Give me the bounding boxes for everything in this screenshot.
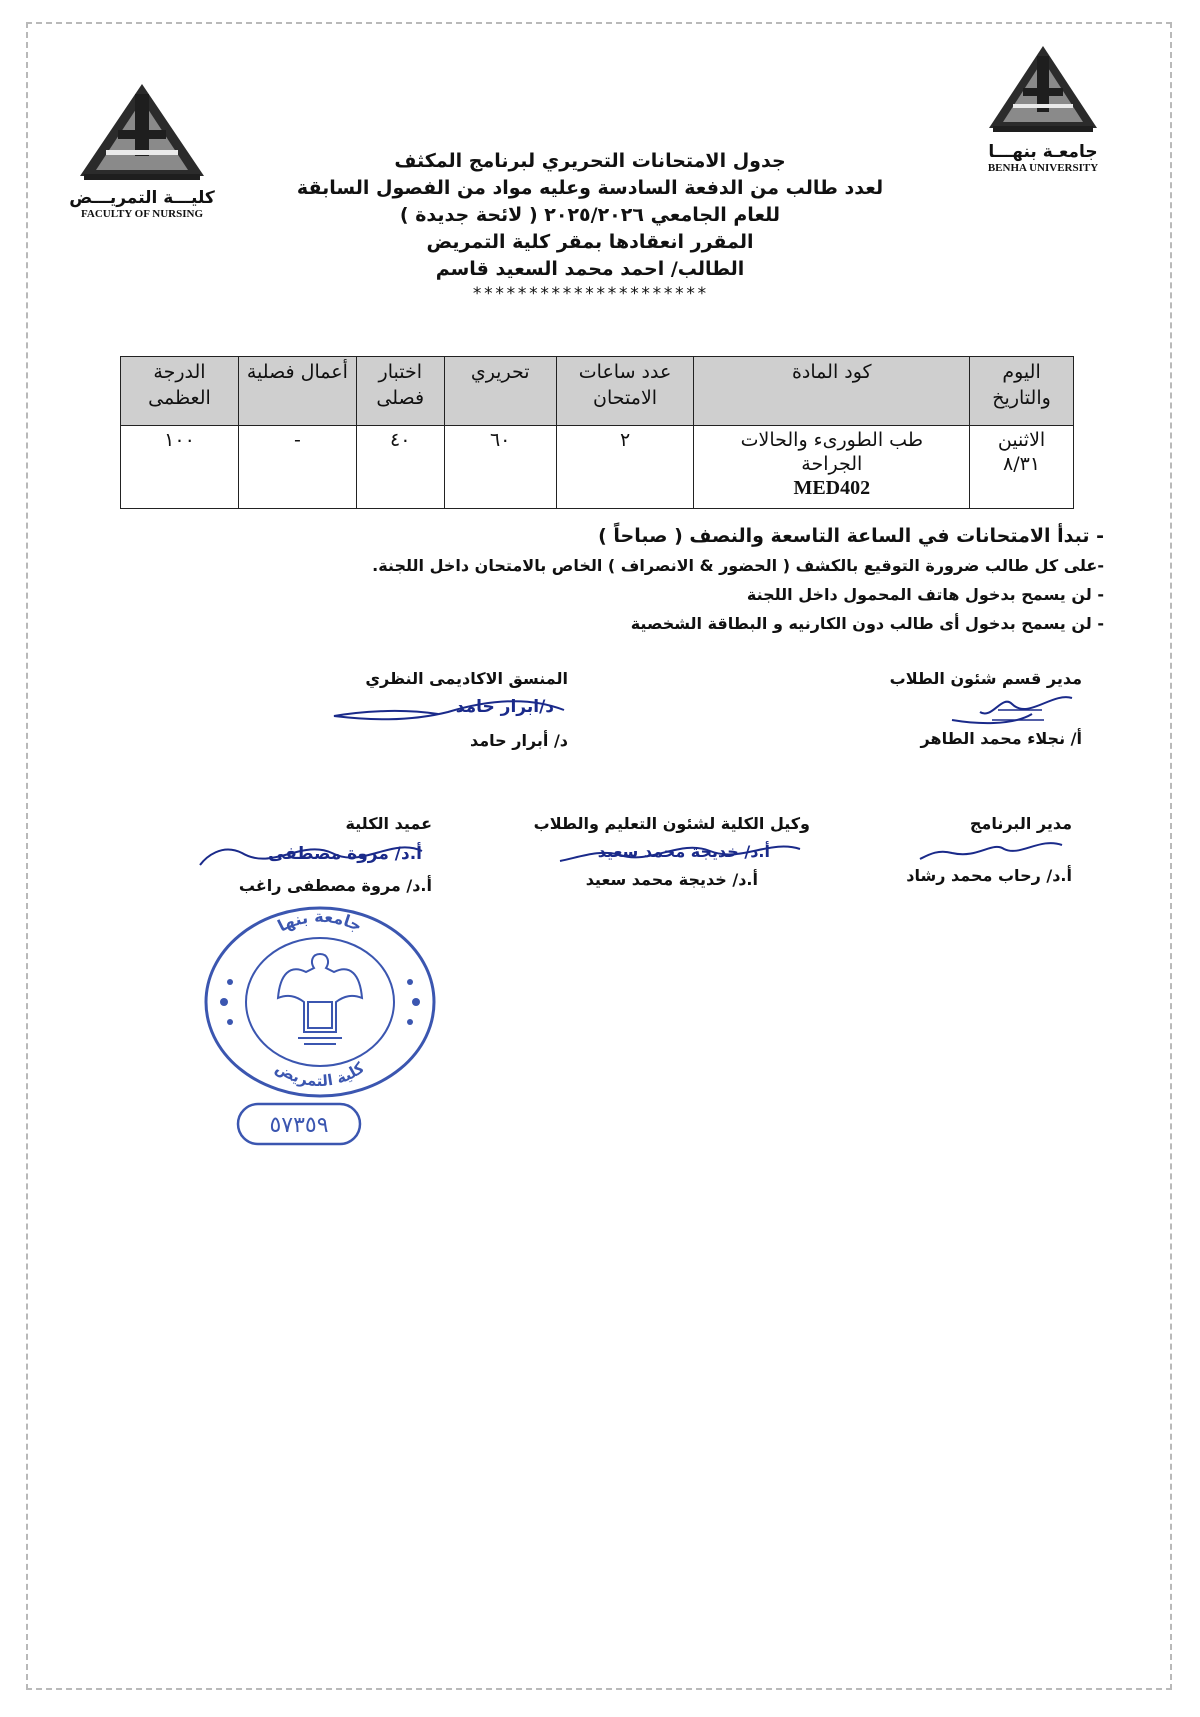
header-coursework: أعمال فصلية — [238, 357, 356, 426]
handwritten-signature — [550, 835, 810, 869]
faculty-building-icon — [72, 80, 212, 184]
note-attendance: -على كل طالب ضرورة التوقيع بالكشف ( الحضور & الانصراف ) الخاص بالامتحان داخل اللجنة. — [372, 556, 1104, 575]
table-header-row — [121, 357, 1074, 426]
signer-name: أ.د/ خديجة محمد سعيد — [585, 870, 758, 889]
cell-course — [694, 426, 970, 509]
faculty-name-arabic: كليـــة التمريـــض — [69, 188, 215, 208]
exam-day: الاثنين — [997, 429, 1046, 451]
signer-name: د/ أبرار حامد — [469, 731, 568, 750]
handwritten-signature — [912, 835, 1072, 865]
header-separator: ********************* — [472, 284, 708, 304]
cell-written: ٦٠ — [444, 426, 556, 509]
signature-vice-dean — [534, 813, 810, 891]
document-header — [240, 148, 940, 305]
cell-exam-hours: ٢ — [556, 426, 694, 509]
header-written: تحريري — [444, 357, 556, 426]
signer-title: المنسق الاكاديمى النظري — [365, 669, 568, 688]
cell-quiz: ٤٠ — [356, 426, 444, 509]
official-seal — [200, 902, 440, 1102]
coordinator-handwriting: د/ابرار حامد — [455, 697, 554, 717]
header-course-code: كود المادة — [694, 357, 970, 426]
header-title: جدول الامتحانات التحريري لبرنامج المكثف — [394, 150, 786, 172]
signer-title: وكيل الكلية لشئون التعليم والطلاب — [533, 814, 810, 833]
signer-title: عميد الكلية — [345, 814, 432, 833]
signature-coordinator — [328, 668, 568, 752]
signer-title: مدير البرنامج — [969, 814, 1072, 833]
cell-coursework: - — [238, 426, 356, 509]
number-stamp — [236, 1102, 362, 1146]
dean-handwriting: أ.د/ مروة مصطفى — [267, 844, 422, 864]
signer-name: أ.د/ رحاب محمد رشاد — [906, 866, 1072, 885]
signature-student-affairs — [890, 668, 1082, 750]
course-code: MED402 — [793, 477, 871, 499]
signer-name: أ.د/ مروة مصطفى راغب — [238, 876, 432, 895]
stamp-number: ٥٧٣٥٩ — [269, 1113, 329, 1138]
header-exam-hours: عدد ساعات الامتحان — [556, 357, 694, 426]
note-start-time: - تبدأ الامتحانات في الساعة التاسعة والنصف ( صباحاً ) — [598, 525, 1104, 547]
note-id-required: - لن يسمح بدخول أى طالب دون الكارنيه و البطاقة الشخصية — [630, 614, 1104, 633]
handwritten-signature — [328, 690, 568, 730]
cell-day-date — [970, 426, 1074, 509]
cell-max-grade: ١٠٠ — [121, 426, 239, 509]
header-day-date: اليوم والتاريخ — [970, 357, 1074, 426]
signature-dean — [192, 813, 432, 897]
seal-bottom-text: كلية التمريض — [272, 1058, 368, 1091]
svg-text:كلية التمريض — [272, 1059, 368, 1091]
note-no-phone: - لن يسمح بدخول هاتف المحمول داخل اللجنة — [746, 585, 1104, 604]
seal-top-text: جامعة بنها — [274, 906, 366, 936]
course-name-line1: طب الطورىء والحالات — [740, 429, 923, 451]
eagle-emblem-icon — [278, 954, 362, 1044]
exam-date: ٨/٣١ — [1003, 453, 1041, 475]
handwritten-signature — [192, 835, 432, 875]
university-name-arabic: جامعـة بنهـــا — [988, 142, 1098, 162]
header-quiz: اختبار فصلى — [356, 357, 444, 426]
header-max-grade: الدرجة العظمى — [121, 357, 239, 426]
signature-program-director — [906, 813, 1072, 887]
university-building-icon — [983, 42, 1103, 138]
benha-university-logo — [968, 42, 1118, 175]
header-location: المقرر انعقادها بمقر كلية التمريض — [426, 231, 754, 253]
university-name-english: BENHA UNIVERSITY — [987, 162, 1099, 174]
faculty-of-nursing-logo — [62, 80, 222, 221]
header-student-name: الطالب/ احمد محمد السعيد قاسم — [435, 258, 745, 280]
course-name-line2: الجراحة — [801, 453, 863, 475]
header-academic-year: للعام الجامعي ٢٠٢٥/٢٠٢٦ ( لائحة جديدة ) — [399, 204, 781, 226]
handwritten-signature — [932, 690, 1082, 728]
table-row — [121, 426, 1074, 509]
vice-dean-handwriting: أ.د/ خديجة محمد سعيد — [597, 842, 770, 861]
header-subtitle: لعدد طالب من الدفعة السادسة وعليه مواد من الفصول السابقة — [296, 177, 884, 199]
signer-title: مدير قسم شئون الطلاب — [889, 669, 1082, 688]
exam-instructions — [124, 522, 1104, 638]
signer-name: أ/ نجلاء محمد الطاهر — [920, 729, 1082, 748]
faculty-name-english: FACULTY OF NURSING — [80, 208, 204, 220]
exam-schedule-table — [120, 356, 1074, 509]
